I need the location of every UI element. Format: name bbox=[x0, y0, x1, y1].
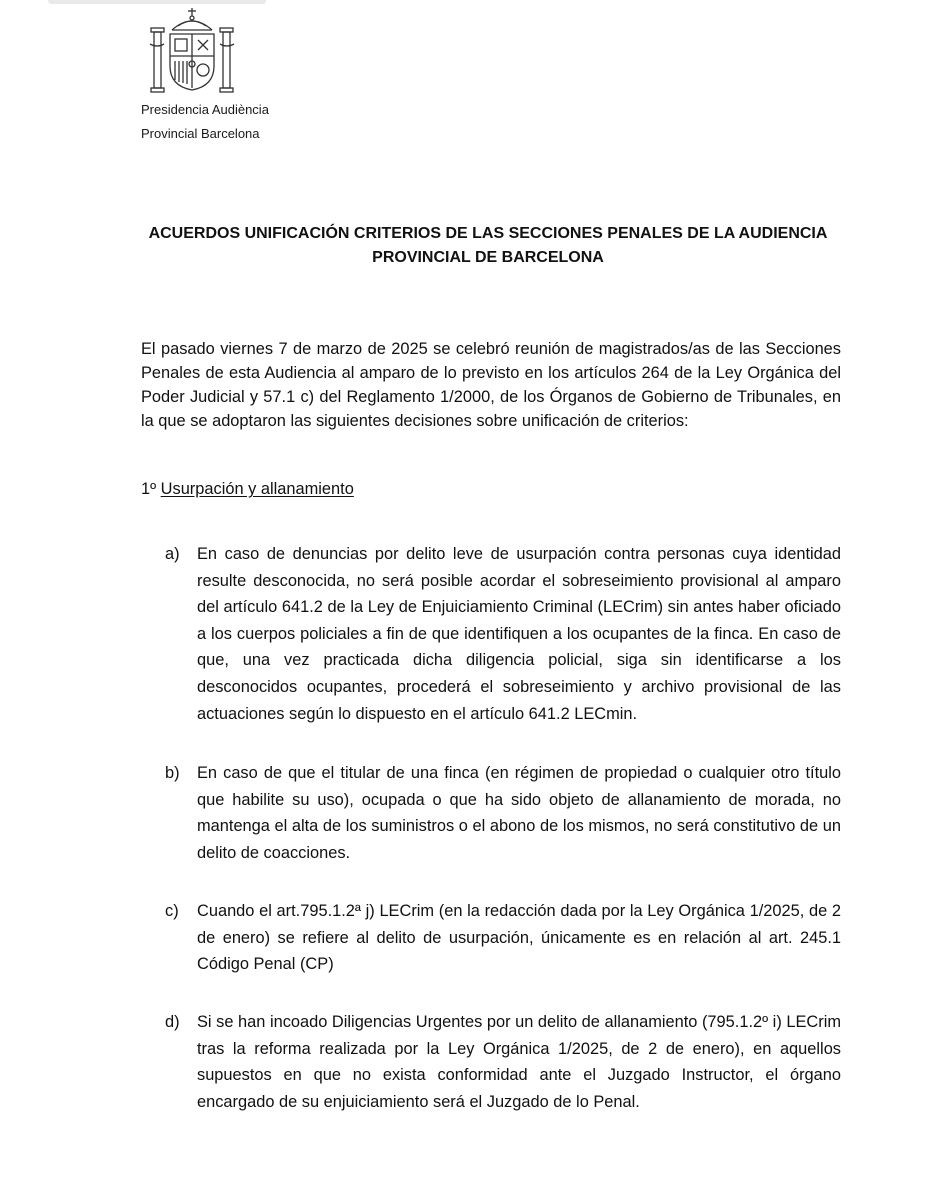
list-item-text: Cuando el art.795.1.2ª j) LECrim (en la redacción dada por la Ley Orgánica 1/2025, de 2 de enero) se refiere al delito de usurpación, únicamente es en relación al art. 245.1 Código Penal (CP) bbox=[197, 902, 841, 974]
document-title bbox=[120, 222, 856, 270]
list-item-letter: b) bbox=[165, 764, 180, 782]
list-item-a bbox=[165, 541, 841, 727]
letterhead bbox=[141, 98, 269, 146]
coat-of-arms-icon bbox=[142, 4, 242, 96]
list-item-c bbox=[165, 898, 841, 978]
list-item-letter: c) bbox=[165, 902, 179, 920]
document-title-line-2: PROVINCIAL DE BARCELONA bbox=[372, 249, 604, 266]
list-item-letter: d) bbox=[165, 1013, 180, 1031]
document-title-line-1: ACUERDOS UNIFICACIÓN CRITERIOS DE LAS SECCIONES PENALES DE LA AUDIENCIA bbox=[148, 225, 828, 242]
list-item-d bbox=[165, 1009, 841, 1115]
list-item-text: En caso de que el titular de una finca (en régimen de propiedad o cualquier otro título que habilite su uso), ocupada o que ha sido objeto de allanamiento de morada, no mantenga el alta de los suministros o el abono de los mismos, no será constitutivo de un delito de coacciones. bbox=[197, 764, 841, 862]
section-heading bbox=[141, 477, 354, 501]
section-number: 1º bbox=[141, 480, 161, 498]
section-title: Usurpación y allanamiento bbox=[160, 480, 354, 498]
list-item-text: En caso de denuncias por delito leve de usurpación contra personas cuya identidad resulte desconocida, no será posible acordar el sobreseimiento provisional al amparo del artículo 641.2 de la Ley de Enjuiciamiento Criminal (LECrim) sin antes haber oficiado a los cuerpos policiales a fin de que identifiquen a los ocupantes de la finca. En caso de que, una vez practicada dicha diligencia policial, siga sin identificarse a los desconocidos ocupantes, procederá el sobreseimiento y archivo provisional de las actuaciones según lo dispuesto en el artículo 641.2 LECmin. bbox=[197, 545, 841, 723]
list-item-text: Si se han incoado Diligencias Urgentes por un delito de allanamiento (795.1.2º i) LECrim tras la reforma realizada por la Ley Orgánica 1/2025, de 2 de enero), en aquellos supuestos en que no exista conformidad ante el Juzgado Instructor, el órgano encargado de su enjuiciamiento será el Juzgado de lo Penal. bbox=[197, 1013, 841, 1111]
intro-paragraph: El pasado viernes 7 de marzo de 2025 se celebró reunión de magistrados/as de las Secciones Penales de esta Audiencia al amparo de lo previsto en los artículos 264 de la Ley Orgánica del Poder Judicial y 57.1 c) del Reglamento 1/2000, de los Órganos de Gobierno de Tribunales, en la que se adoptaron las siguientes decisiones sobre unificación de criterios: bbox=[141, 340, 841, 430]
letterhead-line-1: Presidencia Audiència bbox=[141, 102, 269, 117]
list-item-b bbox=[165, 760, 841, 866]
list-item-letter: a) bbox=[165, 545, 180, 563]
letterhead-line-2: Provincial Barcelona bbox=[141, 126, 260, 141]
